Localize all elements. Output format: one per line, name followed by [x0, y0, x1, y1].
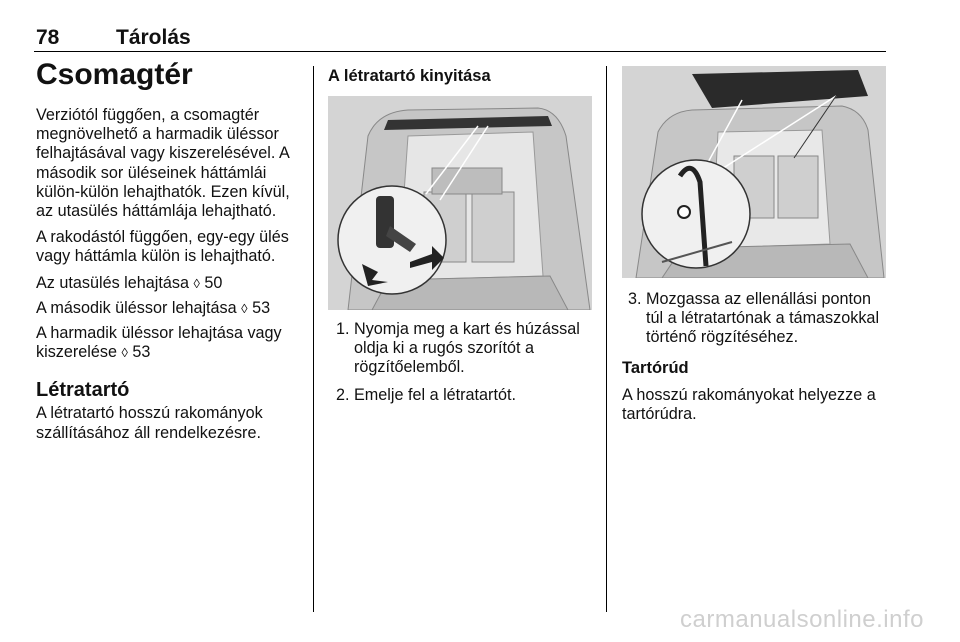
cross-ref-second-row[interactable]: A második üléssor lehajtása ◊ 53: [36, 298, 271, 317]
step-2: 2. Emelje fel a létratartót.: [336, 385, 516, 404]
cross-ref-passenger-seat[interactable]: Az utasülés lehajtása ◊ 50: [36, 273, 223, 292]
column-1: [36, 58, 292, 443]
support-bar-section: [622, 358, 886, 424]
opening-heading: A létratartó kinyitása: [328, 67, 491, 85]
column-2: [328, 66, 594, 86]
chapter-title: Csomagtér: [36, 58, 193, 91]
header-rule: [34, 51, 886, 52]
column-divider-1: [313, 66, 314, 612]
loading-paragraph: A rakodástól függően, egy-egy ülés vagy háttámla külön is lehajtható.: [36, 228, 289, 266]
step-1: 1. Nyomja meg a kart és húzással oldja ki a rugós szorítót a rögzítőelemből.: [336, 320, 580, 377]
steps-1-2: [336, 320, 594, 405]
van-interior-illustration: [328, 96, 592, 310]
section-title: Tárolás: [116, 26, 191, 49]
van-rear-raised-rack-illustration: [622, 66, 886, 278]
intro-paragraph: Verziótól függően, a csomagtér megnövelhető a harmadik üléssor felhajtásával vagy kiszerelésével. A második sor üléseinek háttámlái külön-külön lehajthatók. Ezen kívül, az utasülés háttámlája lehajtható.: [36, 106, 290, 221]
page-ref-icon: ◊: [241, 300, 248, 316]
cross-ref-third-row[interactable]: A harmadik üléssor lehajtása vagy kiszerelése ◊ 53: [36, 324, 282, 362]
page-number: 78: [36, 26, 60, 49]
column-divider-2: [606, 66, 607, 612]
ladder-rack-paragraph: A létratartó hosszú rakományok szállításához áll rendelkezésre.: [36, 404, 263, 442]
step-3: 3. Mozgassa az ellenállási ponton túl a létratartónak a támaszokkal történő rögzítéséhez.: [628, 290, 880, 347]
watermark: carmanualsonline.info: [680, 606, 924, 633]
ladder-rack-release-figure: [328, 96, 592, 310]
support-bar-paragraph: A hosszú rakományokat helyezze a tartórúdra.: [622, 386, 876, 424]
support-bar-heading: Tartórúd: [622, 359, 689, 377]
page-ref-icon: ◊: [193, 275, 200, 291]
column-3-text: [628, 290, 886, 348]
ladder-rack-raised-figure: [622, 66, 886, 278]
ladder-rack-heading: Létratartó: [36, 379, 130, 402]
page-ref-icon: ◊: [121, 345, 128, 361]
